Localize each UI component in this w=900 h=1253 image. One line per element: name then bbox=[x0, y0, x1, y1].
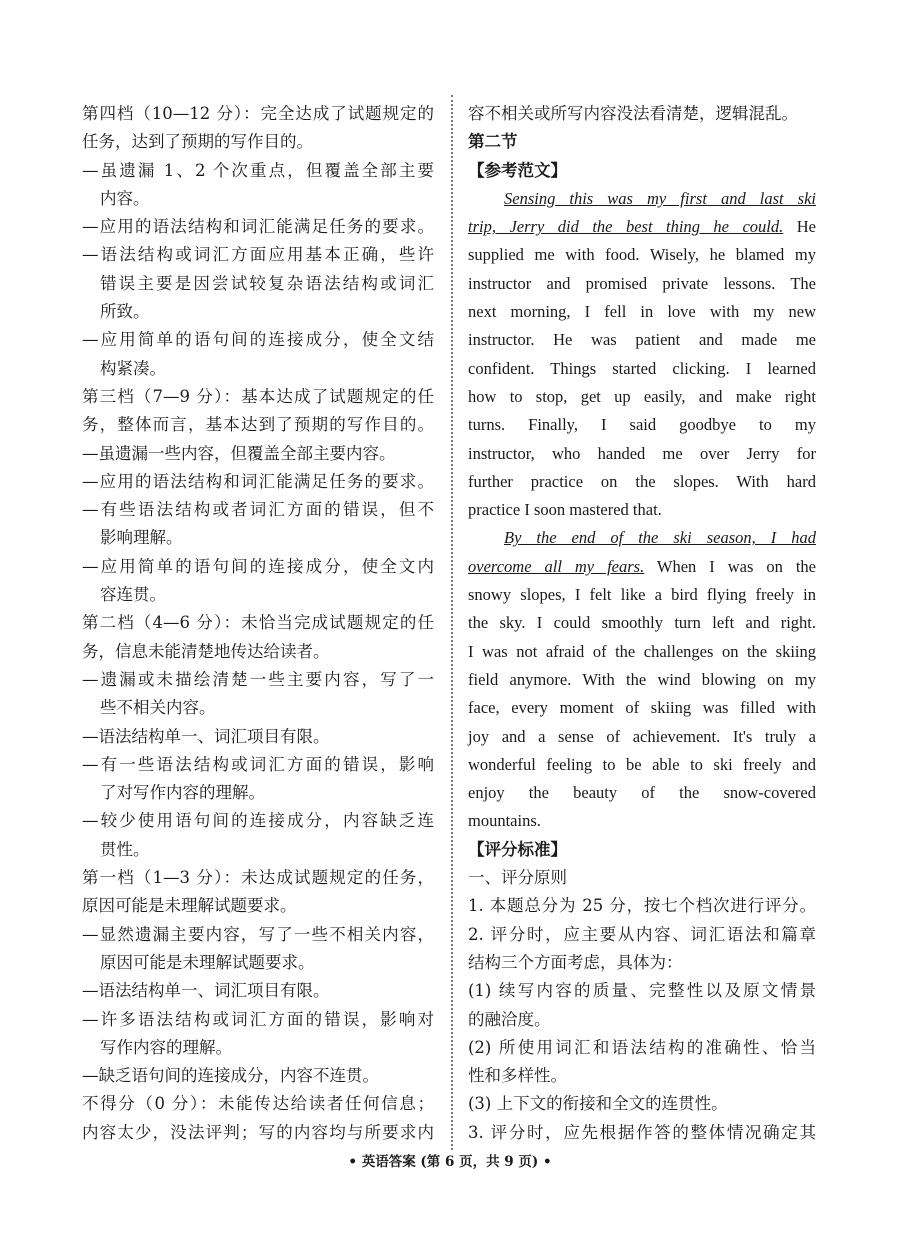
column-divider bbox=[451, 95, 453, 1150]
essay-text: He bbox=[783, 217, 816, 237]
essay-line: snowy slopes, I felt like a bird flying freely in bbox=[468, 585, 816, 605]
text-line: 构紧凑。 bbox=[100, 358, 166, 378]
essay-line: I was not afraid of the challenges on the skiing bbox=[468, 641, 816, 661]
essay-line: the sky. I could smoothly turn left and right. bbox=[468, 613, 816, 633]
text-line: —应用的语法结构和词汇能满足任务的要求。 bbox=[82, 217, 434, 237]
text-line: 贯性。 bbox=[100, 839, 150, 859]
text-line: —虽遗漏 1、2 个次重点，但覆盖全部主要 bbox=[82, 160, 434, 180]
sample-essay-heading: 【参考范文】 bbox=[468, 160, 567, 180]
text-line: 写作内容的理解。 bbox=[100, 1037, 232, 1057]
text-line: —有些语法结构或者词汇方面的错误，但不 bbox=[82, 500, 434, 520]
left-column bbox=[82, 100, 434, 1147]
essay-line: joy and a sense of achievement. It's truly a bbox=[468, 726, 816, 746]
text-line: 第二档（4—6 分）：未恰当完成试题规定的任 bbox=[82, 613, 434, 633]
text-line: —应用简单的语句间的连接成分，使全文结 bbox=[82, 330, 434, 350]
page-footer: • 英语答案 (第 6 页，共 9 页) • bbox=[348, 1154, 552, 1170]
essay-line: next morning, I fell in love with my new bbox=[468, 302, 816, 322]
essay-line: confident. Things started clicking. I learned bbox=[468, 358, 816, 378]
essay-text: When I was on the bbox=[644, 556, 816, 576]
essay-line: instructor and promised private lessons. The bbox=[468, 273, 816, 293]
essay-line: enjoy the beauty of the snow-covered bbox=[468, 783, 816, 803]
essay-line: wonderful feeling to be able to ski freely and bbox=[468, 754, 816, 774]
text-line: —应用的语法结构和词汇能满足任务的要求。 bbox=[82, 471, 434, 491]
text-line: 容连贯。 bbox=[100, 585, 166, 605]
text-line: —显然遗漏主要内容，写了一些不相关内容， bbox=[82, 924, 434, 944]
right-column bbox=[468, 100, 816, 1147]
essay-line: practice I soon mastered that. bbox=[468, 500, 662, 520]
text-line: —缺乏语句间的连接成分，内容不连贯。 bbox=[82, 1066, 379, 1086]
text-line: 1. 本题总分为 25 分，按七个档次进行评分。 bbox=[468, 896, 816, 916]
text-line: 错误主要是因尝试较复杂语法结构或词汇 bbox=[100, 273, 434, 293]
essay-line bbox=[468, 213, 816, 241]
text-line: —应用简单的语句间的连接成分，使全文内 bbox=[82, 556, 434, 576]
essay-line: how to stop, get up easily, and make right bbox=[468, 386, 816, 406]
text-line: 务，信息未能清楚地传达给读者。 bbox=[82, 641, 330, 661]
text-line: —语法结构或词汇方面应用基本正确，些许 bbox=[82, 245, 434, 265]
text-line: —语法结构单一、词汇项目有限。 bbox=[82, 726, 330, 746]
text-line: 第三档（7—9 分）：基本达成了试题规定的任 bbox=[82, 386, 434, 406]
section-title: 第二节 bbox=[468, 132, 518, 152]
text-line: —较少使用语句间的连接成分，内容缺乏连 bbox=[82, 811, 434, 831]
essay-line: instructor, who handed me over Jerry for bbox=[468, 443, 816, 463]
essay-line: supplied me with food. Wisely, he blamed my bbox=[468, 245, 816, 265]
text-line: —许多语法结构或词汇方面的错误，影响对 bbox=[82, 1009, 434, 1029]
underlined-sentence: Sensing this was my first and last ski bbox=[504, 188, 816, 208]
essay-line: turns. Finally, I said goodbye to my bbox=[468, 415, 816, 435]
text-line: 所致。 bbox=[100, 302, 150, 322]
text-line: 第四档（10—12 分）：完全达成了试题规定的 bbox=[82, 104, 434, 123]
essay-line bbox=[468, 185, 816, 213]
text-line: 原因可能是未理解试题要求。 bbox=[82, 896, 297, 916]
text-line: —有一些语法结构或词汇方面的错误，影响 bbox=[82, 754, 434, 774]
essay-line bbox=[468, 553, 816, 581]
text-line: 影响理解。 bbox=[100, 528, 183, 548]
text-line: 的融洽度。 bbox=[468, 1009, 551, 1029]
essay-line: mountains. bbox=[468, 811, 541, 831]
text-line: —语法结构单一、词汇项目有限。 bbox=[82, 981, 330, 1001]
text-line: 3. 评分时，应先根据作答的整体情况确定其 bbox=[468, 1122, 816, 1142]
text-line: 第一档（1—3 分）：未达成试题规定的任务， bbox=[82, 868, 434, 888]
text-line: (2) 所使用词汇和语法结构的准确性、恰当 bbox=[468, 1037, 816, 1057]
essay-line: instructor. He was patient and made me bbox=[468, 330, 816, 350]
underlined-sentence: trip, Jerry did the best thing he could. bbox=[468, 217, 784, 237]
underlined-sentence: overcome all my fears. bbox=[468, 556, 645, 576]
essay-line: face, every moment of skiing was filled with bbox=[468, 698, 816, 718]
text-line: 性和多样性。 bbox=[468, 1066, 567, 1086]
text-line: —遗漏或未描绘清楚一些主要内容，写了一 bbox=[82, 669, 434, 689]
essay-line bbox=[468, 524, 816, 552]
text-line: 了对写作内容的理解。 bbox=[100, 783, 265, 803]
text-line: 任务，达到了预期的写作目的。 bbox=[82, 132, 313, 152]
text-line: 内容。 bbox=[100, 188, 150, 208]
essay-line: further practice on the slopes. With hard bbox=[468, 471, 816, 491]
criteria-heading: 【评分标准】 bbox=[468, 839, 567, 859]
text-line: 原因可能是未理解试题要求。 bbox=[100, 952, 315, 972]
essay-line: field anymore. With the wind blowing on my bbox=[468, 669, 816, 689]
text-line: —虽遗漏一些内容，但覆盖全部主要内容。 bbox=[82, 443, 396, 463]
text-line: (1) 续写内容的质量、完整性以及原文情景 bbox=[468, 981, 816, 1001]
text-line: 2. 评分时，应主要从内容、词汇语法和篇章 bbox=[468, 924, 816, 944]
text-line: 些不相关内容。 bbox=[100, 698, 216, 718]
underlined-sentence: By the end of the ski season, I had bbox=[504, 528, 816, 548]
text-line: 务，整体而言，基本达到了预期的写作目的。 bbox=[82, 415, 434, 435]
text-line: 不得分（0 分）：未能传达给读者任何信息； bbox=[82, 1094, 434, 1114]
text-line: 容不相关或所写内容没法看清楚，逻辑混乱。 bbox=[468, 104, 798, 123]
text-line: 结构三个方面考虑，具体为： bbox=[468, 952, 683, 972]
text-line: 内容太少，没法评判；写的内容均与所要求内 bbox=[82, 1122, 434, 1142]
text-line: (3) 上下文的衔接和全文的连贯性。 bbox=[468, 1094, 728, 1114]
text-line: 一、评分原则 bbox=[468, 868, 567, 888]
